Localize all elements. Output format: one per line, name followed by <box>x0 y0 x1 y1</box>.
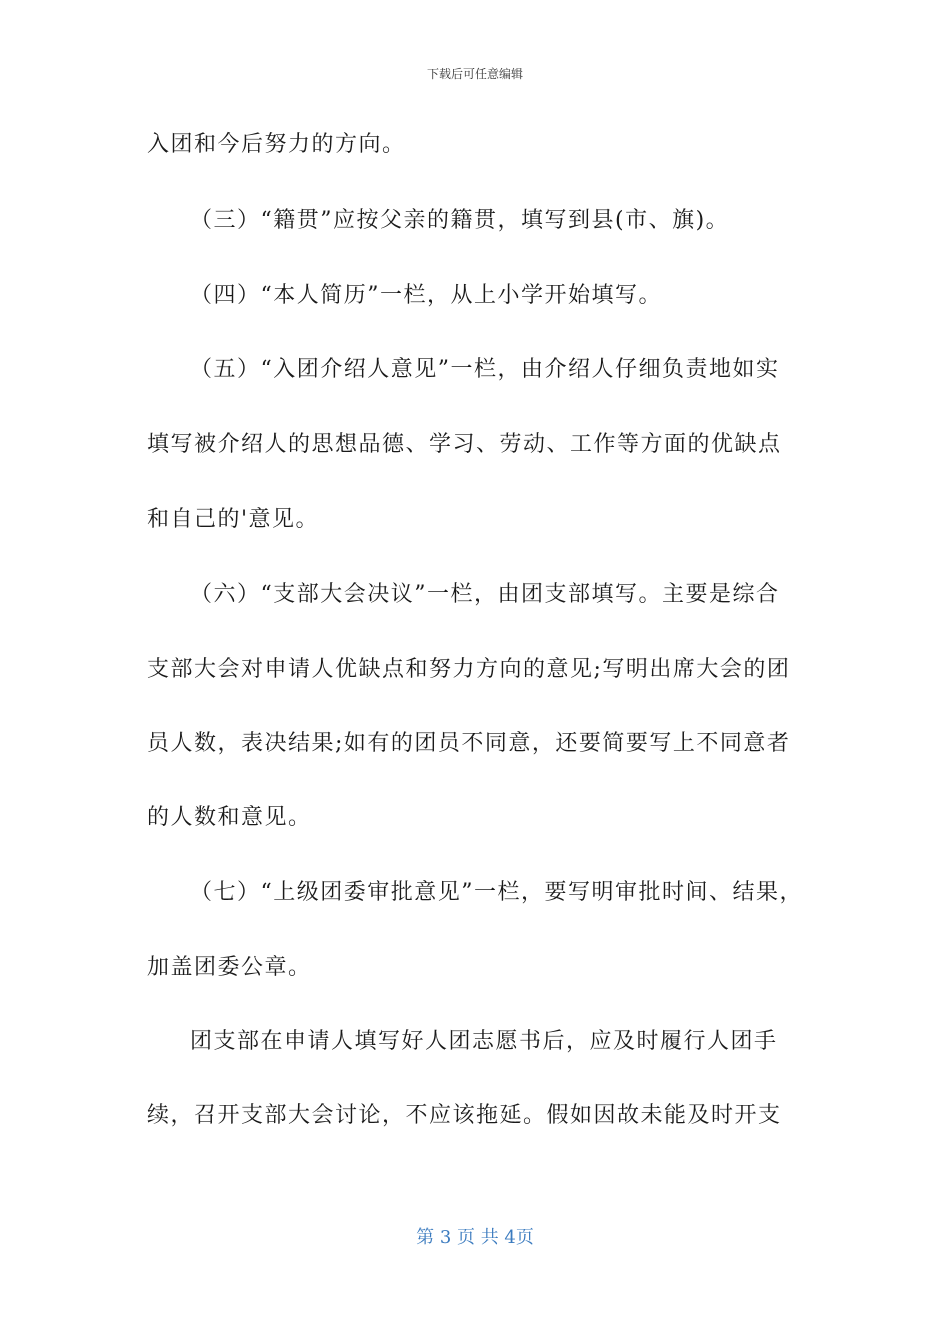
page-number: 第 3 页 共 4页 <box>416 1227 534 1248</box>
body-line: （五）“入团介绍人意见”一栏，由介绍人仔细负责地如实 <box>190 357 780 382</box>
body-line: 入团和今后努力的方向。 <box>147 132 406 157</box>
body-line: 员人数，表决结果;如有的团员不同意，还要简要写上不同意者 <box>147 731 791 756</box>
page-header: 下载后可任意编辑 <box>426 67 523 81</box>
body-line: （三）“籍贯”应按父亲的籍贯，填写到县(市、旗)。 <box>190 208 730 233</box>
body-line: 团支部在申请人填写好人团志愿书后，应及时履行人团手 <box>190 1029 778 1054</box>
body-line: 填写被介绍人的思想品德、学习、劳动、工作等方面的优缺点 <box>147 432 782 457</box>
body-line: （六）“支部大会决议”一栏，由团支部填写。主要是综合 <box>190 582 780 607</box>
body-line: 支部大会对申请人优缺点和努力方向的意见;写明出席大会的团 <box>147 657 791 682</box>
body-line: 续，召开支部大会讨论，不应该拖延。假如因故未能及时开支 <box>147 1103 782 1128</box>
body-line: （七）“上级团委审批意见”一栏，要写明审批时间、结果， <box>190 880 803 905</box>
body-line: 和自己的'意见。 <box>147 507 320 532</box>
body-line: 加盖团委公章。 <box>147 955 312 980</box>
body-line: 的人数和意见。 <box>147 805 312 830</box>
body-line: （四）“本人简历”一栏，从上小学开始填写。 <box>190 283 662 308</box>
